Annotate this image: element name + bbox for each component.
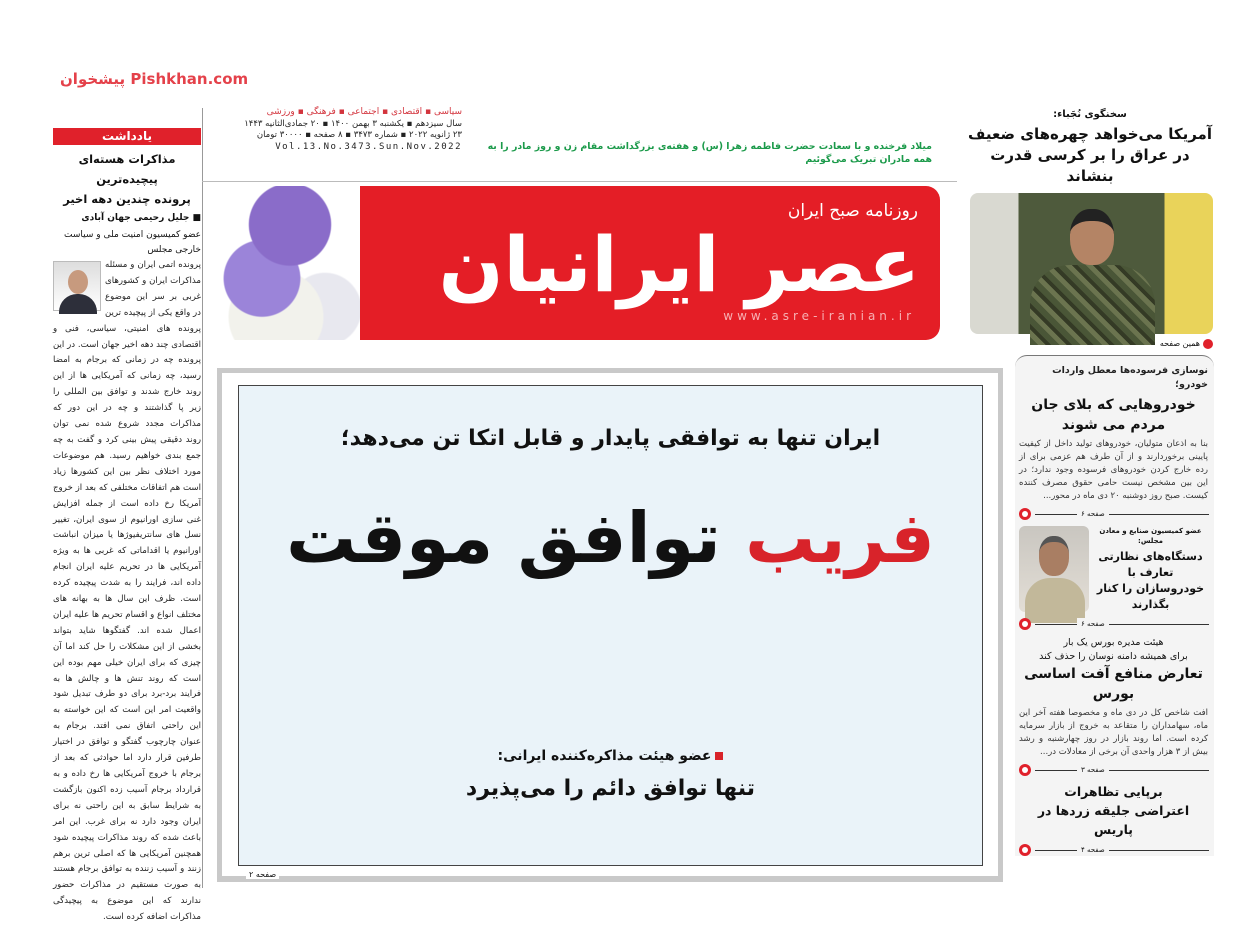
column-divider bbox=[202, 108, 203, 888]
masthead-logo bbox=[220, 186, 940, 340]
sub-headline: تنها توافق دائم را می‌پذیرد bbox=[465, 776, 756, 801]
main-headline bbox=[239, 496, 982, 580]
page-ref-text: صفحه ۴ bbox=[1077, 844, 1109, 856]
headline-red: فریب bbox=[745, 497, 935, 579]
section-categories: سیاسی ▪ اقتصادی ▪ اجتماعی ▪ فرهنگی ▪ ورزشی bbox=[266, 107, 462, 117]
story1[interactable] bbox=[1019, 364, 1208, 503]
story3-kicker2: برای همیشه دامنه نوسان را حذف کند bbox=[1039, 651, 1188, 662]
masthead-subtitle: روزنامه صبح ایران bbox=[787, 201, 918, 221]
story3-kicker1: هیئت مدیره بورس یک بار bbox=[1063, 637, 1164, 648]
date-line-2: ۲۳ ژانویه ۲۰۲۲ ▪ شماره ۳۴۷۳ ▪ ۸ صفحه ▪ ۳۰۰۰۰ تومان bbox=[256, 130, 462, 140]
page-ref-text: صفحه ۳ bbox=[1077, 764, 1109, 776]
story2-headline: دستگاه‌های نظارتی تعارف با خودروسازان را کنار بگذارند bbox=[1096, 550, 1205, 611]
editorial-title-line2: پرونده چندین دهه اخیر bbox=[63, 192, 191, 206]
main-page-ref[interactable]: صفحه ۲ bbox=[246, 870, 279, 879]
header-divider bbox=[202, 181, 957, 182]
story3[interactable] bbox=[1019, 636, 1208, 759]
story1-body: بنا به اذعان متولیان، خودروهای تولید داخل از کیفیت پایینی برخوردارند و از آن طرف هم عزمی برای از رده خارج کردن خودروهای فرسوده وجود ندارد؛ در این بین مشخص نیست حامی حقوق مصرف کننده کیست. صبح روز دوشنبه ۲۰ دی ماه در محور... bbox=[1019, 439, 1208, 501]
sub-kicker-text: عضو هیئت مذاکره‌کننده ایرانی: bbox=[497, 748, 712, 764]
masthead-url: www.asre-iranian.ir bbox=[723, 309, 915, 323]
editorial-author-role: عضو کمیسیون امنیت ملی و سیاست خارجی مجلس bbox=[64, 230, 201, 255]
story3-body: افت شاخص کل در دی ماه و مخصوصا هفته آخر این ماه، سهامداران را متقاعد به خروج از بازار سرمایه کرده است. اما روند بازار در روز چهارشنبه و رشد بیش از ۳ هزار واحدی آن برخی از معادلات در... bbox=[1019, 708, 1208, 757]
story2-page-ref[interactable] bbox=[1019, 618, 1209, 630]
top-right-page-ref[interactable] bbox=[1100, 338, 1213, 350]
bullet-icon bbox=[715, 752, 723, 760]
story1-page-ref[interactable] bbox=[1019, 508, 1209, 520]
page-ref-text: صفحه ۶ bbox=[1077, 508, 1109, 520]
header-info bbox=[216, 107, 462, 153]
watermark: پیشخوان Pishkhan.com bbox=[60, 70, 249, 88]
page-ref-text: همین صفحه bbox=[1159, 339, 1200, 348]
story2-kicker: عضو کمیسیون صنایع و معادن مجلس: bbox=[1099, 527, 1202, 545]
headline-black: توافق موقت bbox=[286, 497, 721, 579]
story3-page-ref[interactable] bbox=[1019, 764, 1209, 776]
story3-headline: تعارض منافع آفت اساسی بورس bbox=[1024, 666, 1203, 702]
editorial-tag: یادداشت bbox=[53, 128, 201, 145]
arrow-icon bbox=[1203, 339, 1213, 349]
top-right-headline[interactable]: آمریکا می‌خواهد چهره‌های ضعیف در عراق را بر کرسی قدرت بنشاند bbox=[968, 125, 1212, 185]
top-right-photo bbox=[970, 193, 1213, 334]
story4-page-ref[interactable] bbox=[1019, 844, 1209, 856]
arrow-icon bbox=[1019, 844, 1031, 856]
story2-photo bbox=[1019, 526, 1089, 612]
editorial-author: ■ جلیل رحیمی جهان آبادی bbox=[81, 213, 201, 223]
editorial-column bbox=[53, 128, 201, 923]
arrow-icon bbox=[1019, 764, 1031, 776]
editorial-body: پرونده اتمی ایران و مسئله مذاکرات ایران و کشورهای غربی بر سر این موضوع در واقع یکی از پیچیده ترین پرونده های امنیتی، سیاسی، فنی و اقتصادی چند دهه اخیر جهان است. در این پرونده چه در زمانی که برجام به امضا رسید، چه زمانی که آمریکایی ها از این روند خارج شدند و توافق بین المللی را زیر پا گذاشتند و چه در این دور که مذاکرات مجدد شروع شده نمی توان روند دقیقی پیش بینی کرد و گفت به چه جمع بندی خواهیم رسید. هم موضوعات مورد اختلاف نظر بین این کشورها زیاد است هم اتفاقات مختلفی که بعد از خروج آمریکا رخ داده است از جمله افزایش غنی سازی اورانیوم از سوی ایران، تغییر نسل های سانتریفیوژها یا میزان انباشت اورانیوم یا اقداماتی که غربی ها به ویژه آمریکایی ها در تحریم علیه ایران انجام داده اند، فرایند را به شدت پیچیده کرده است. ظرف این سال ها به بهانه های مختلف انواع و اقسام تحریم ها علیه ایران اعمال شده اند. گفتگوها شاید بتواند بخشی از این مشکلات را حل کند اما آن چیزی که برای ایران خیلی مهم بوده این است که روند تنش ها و چالش ها به فرایند برد-برد برای دو طرف تبدیل شود واقعیت امر این است که این خواسته به این راحتی اتفاق نمی افتد. برجام به عنوان چارچوب گفتگو و توافق در اختیار طرفین قرار دارد اما حوادثی که بعد از برجام با خروج آمریکایی ها رخ داده و به قرارداد برجام آسیب زده اکنون بازگشت به شرایط سابق به این راحتی نه برای ایران وجود دارد نه برای غرب. این امر باعث شده که روند مذاکرات پیچیده شود همچنین آمریکایی ها که اصلی ترین برهم زنند و آسیب زننده به توافق برجام هستند به صورت مستقیم در مذاکرات حضور ندارند که این موضوع به پیچیدگی مذاکرات اضافه کرده است. bbox=[53, 260, 201, 923]
main-story[interactable] bbox=[238, 385, 983, 866]
flowers-image bbox=[220, 186, 360, 340]
story1-headline: خودروهایی که بلای جان مردم می شوند bbox=[1031, 397, 1196, 433]
main-kicker: ایران تنها به توافقی پایدار و قابل اتکا تن می‌دهد؛ bbox=[340, 426, 881, 451]
story2-text bbox=[1093, 526, 1208, 613]
page-ref-text: صفحه ۶ bbox=[1077, 618, 1109, 630]
greeting-banner: میلاد فرخنده و با سعادت حضرت فاطمه زهرا (س) و هفته‌ی بزرگداشت مقام زن و روز مادر را به همه مادران تبریک می‌گوئیم bbox=[487, 141, 932, 165]
author-photo bbox=[53, 261, 101, 311]
arrow-icon bbox=[1019, 618, 1031, 630]
story1-kicker: نوسازی فرسوده‌ها معطل واردات خودرو؛ bbox=[1052, 365, 1208, 390]
editorial-title-line1: مذاکرات هسته‌ای پیچیده‌ترین bbox=[78, 152, 176, 186]
story2[interactable] bbox=[1019, 526, 1208, 613]
editorial-title[interactable] bbox=[53, 149, 201, 209]
top-right-kicker: سخنگوی نُجَباء: bbox=[1053, 109, 1127, 120]
story4-headline[interactable]: برپایی تظاهرات اعتراضی جلیقه زردها در پاریس bbox=[1037, 784, 1190, 837]
right-column bbox=[1015, 355, 1214, 856]
date-line-1: سال سیزدهم ▪ یکشنبه ۳ بهمن ۱۴۰۰ ▪ ۲۰ جمادی‌الثانیه ۱۴۴۳ bbox=[244, 118, 462, 129]
dateline bbox=[216, 119, 462, 142]
arrow-icon bbox=[1019, 508, 1031, 520]
volume-line: Vol.13.No.3473.Sun.Nov.2022 bbox=[275, 141, 462, 152]
masthead-name: عصر ایرانیان bbox=[438, 220, 920, 309]
sub-kicker bbox=[239, 748, 982, 764]
